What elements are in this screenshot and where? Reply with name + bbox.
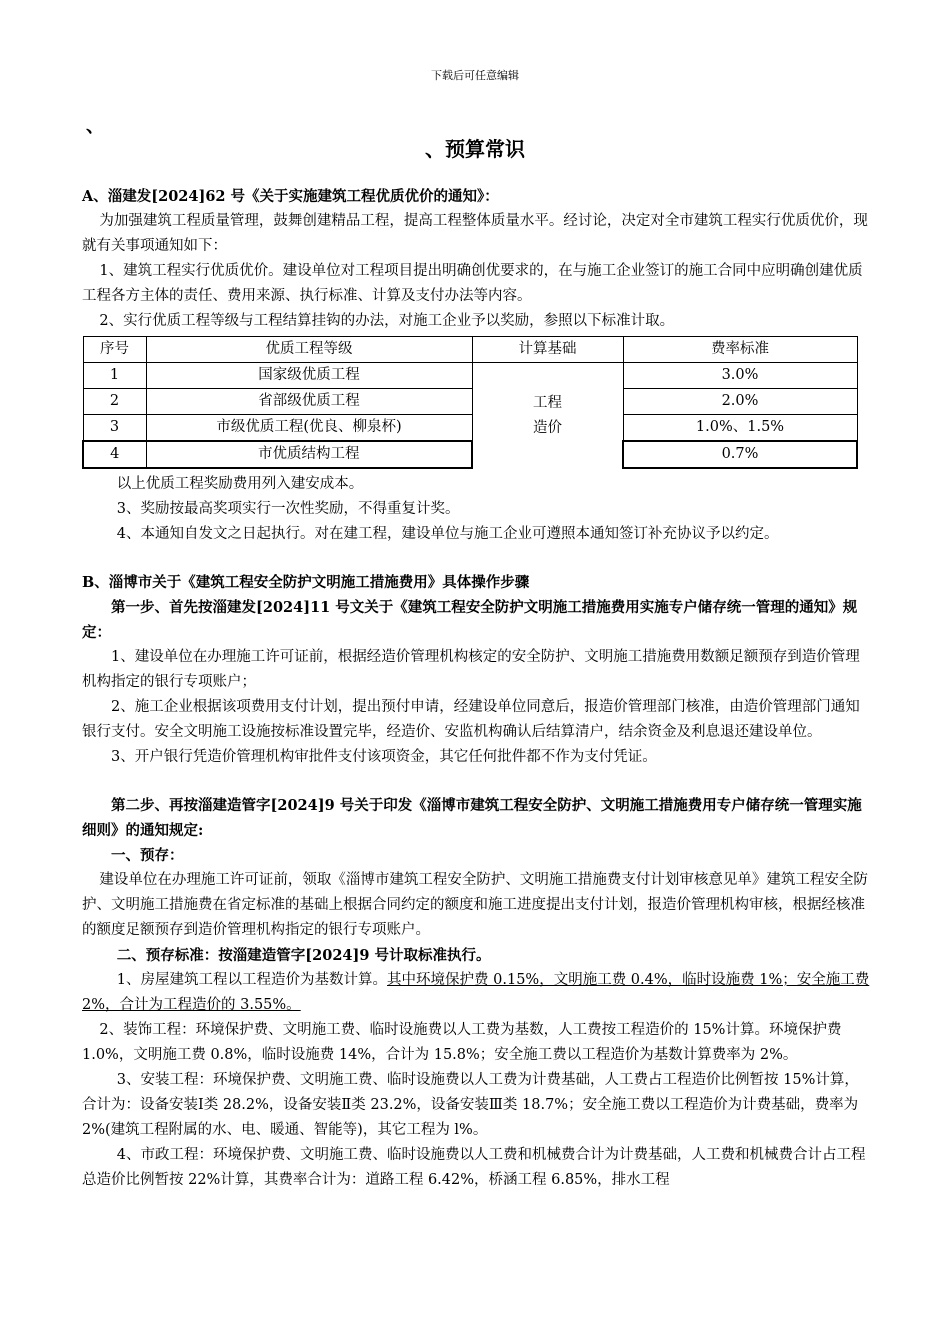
section-a-item-2: 2、实行优质工程等级与工程结算挂钩的办法，对施工企业予以奖励，参照以下标准计取。: [99, 313, 675, 329]
spacer: [82, 770, 870, 793]
quality-level: 市优质结构工程: [146, 441, 472, 468]
rate-installation: 3、安装工程：环境保护费、文明施工费、临时设施费以人工费为计费基础，人工费占工程造价比例暂按 15%计算，合计为：设备安装Ⅰ类 28.2%，设备安装Ⅱ类 23.2%，设备安装Ⅲ类 18.7%；安全施工费以工程造价为计费基础，费率为 2%(建筑工程附属的水、电、暖通、智能等)，其它工程为 l%。: [82, 1072, 859, 1138]
row-number: 2: [83, 389, 146, 415]
section-a-note: 以上优质工程奖励费用列入建安成本。: [116, 476, 364, 492]
row-number: 4: [83, 441, 146, 468]
section-b-heading: B、淄博市关于《建筑工程安全防护文明施工措施费用》具体操作步骤: [82, 574, 530, 591]
section-a-heading: A、淄建发[2024]62 号《关于实施建筑工程优质优价的通知》：: [82, 188, 499, 205]
row-number: 1: [83, 363, 146, 389]
table-header-cell: 优质工程等级: [146, 337, 472, 363]
quality-level: 省部级优质工程: [146, 389, 472, 415]
table-row: [83, 415, 857, 442]
document-body: [82, 184, 870, 1193]
calc-base-line: 造价: [533, 419, 562, 436]
rate-building-lead: 1、房屋建筑工程以工程造价为基数计算。: [116, 972, 388, 988]
table-header-cell: 计算基础: [472, 337, 623, 363]
prestore-heading: 一、预存：: [111, 847, 184, 864]
rate-municipal: 4、市政工程：环境保护费、文明施工费、临时设施费以人工费和机械费合计为计费基础，人工费和机械费合计占工程总造价比例暂按 22%计算，其费率合计为：道路工程 6.42%，桥涵工程 6.85%，排水工程: [82, 1147, 866, 1188]
quality-level: 市级优质工程(优良、柳泉杯): [146, 415, 472, 442]
table-header-cell: 序号: [83, 337, 146, 363]
rate-decoration: 2、装饰工程：环境保护费、文明施工费、临时设施费以人工费为基数，人工费按工程造价的 15%计算。环境保护费 1.0%，文明施工费 0.8%，临时设施费 14%，合计为 15.8%；安全施工费以工程造价为基数计算费率为 2%。: [82, 1022, 842, 1063]
table-row: [83, 363, 857, 389]
quality-level: 国家级优质工程: [146, 363, 472, 389]
step-1-heading: 第一步、首先按淄建发[2024]11 号文关于《建筑工程安全防护文明施工措施费用实施专户储存统一管理的通知》规定：: [82, 599, 858, 641]
section-a-intro: 为加强建筑工程质量管理，鼓舞创建精品工程，提高工程整体质量水平。经讨论，决定对全市建筑工程实行优质优价，现就有关事项通知如下：: [82, 213, 868, 254]
section-a-item-4: 4、本通知自发文之日起执行。对在建工程，建设单位与施工企业可遵照本通知签订补充协议予以约定。: [116, 526, 779, 542]
prestore-text: 建设单位在办理施工许可证前，领取《淄博市建筑工程安全防护、文明施工措施费支付计划审核意见单》建筑工程安全防护、文明施工措施费在省定标准的基础上根据合同约定的额度和施工进度提出支付计划，报造价管理机构审核，根据经核准的额度足额预存到造价管理机构指定的银行专项账户。: [82, 872, 868, 938]
table-row: [83, 389, 857, 415]
rate-value: 3.0%: [623, 363, 857, 389]
step-1-item-3: 3、开户银行凭造价管理机构审批件支付该项资金，其它任何批件都不作为支付凭证。: [111, 749, 657, 765]
step-1-item-1: 1、建设单位在办理施工许可证前，根据经造价管理机构核定的安全防护、文明施工措施费用数额足额预存到造价管理机构指定的银行专项账户；: [82, 649, 860, 690]
stray-mark: 、: [86, 116, 104, 137]
table-row: [83, 441, 857, 468]
step-1-item-2: 2、施工企业根据该项费用支付计划，提出预付申请，经建设单位同意后，报造价管理部门核准，由造价管理部门通知银行支付。安全文明施工设施按标准设置完毕，经造价、安监机构确认后结算清户，结余资金及利息退还建设单位。: [82, 699, 860, 740]
section-a-item-3: 3、奖励按最高奖项实行一次性奖励，不得重复计奖。: [116, 501, 460, 517]
rate-building-detail: 其中环境保护费 0.15%，文明施工费 0.4%，临时设施费 1%；安全施工费 2%，合计为工程造价的 3.55%。: [82, 972, 870, 1013]
calc-base-line: 工程: [533, 394, 562, 411]
page-header: 下载后可任意编辑: [431, 69, 519, 82]
prestore-standard-heading: 二、预存标准：按淄建造管字[2024]9 号计取标准执行。: [116, 947, 491, 964]
rate-building: [82, 968, 870, 1018]
calc-base-cell: [472, 363, 623, 469]
rate-value: 0.7%: [623, 441, 857, 468]
table-header-row: [83, 337, 857, 363]
rate-value: 2.0%: [623, 389, 857, 415]
section-a-item-1: 1、建筑工程实行优质优价。建设单位对工程项目提出明确创优要求的，在与施工企业签订的施工合同中应明确创建优质工程各方主体的责任、费用来源、执行标准、计算及支付办法等内容。: [82, 263, 863, 304]
document-title: 、预算常识: [425, 137, 525, 161]
row-number: 3: [83, 415, 146, 442]
rate-value: 1.0%、1.5%: [623, 415, 857, 442]
spacer: [82, 547, 870, 570]
quality-rate-table: [82, 336, 858, 469]
table-header-cell: 费率标准: [623, 337, 857, 363]
step-2-heading: 第二步、再按淄建造管字[2024]9 号关于印发《淄博市建筑工程安全防护、文明施工措施费用专户储存统一管理实施细则》的通知规定:: [82, 797, 862, 839]
